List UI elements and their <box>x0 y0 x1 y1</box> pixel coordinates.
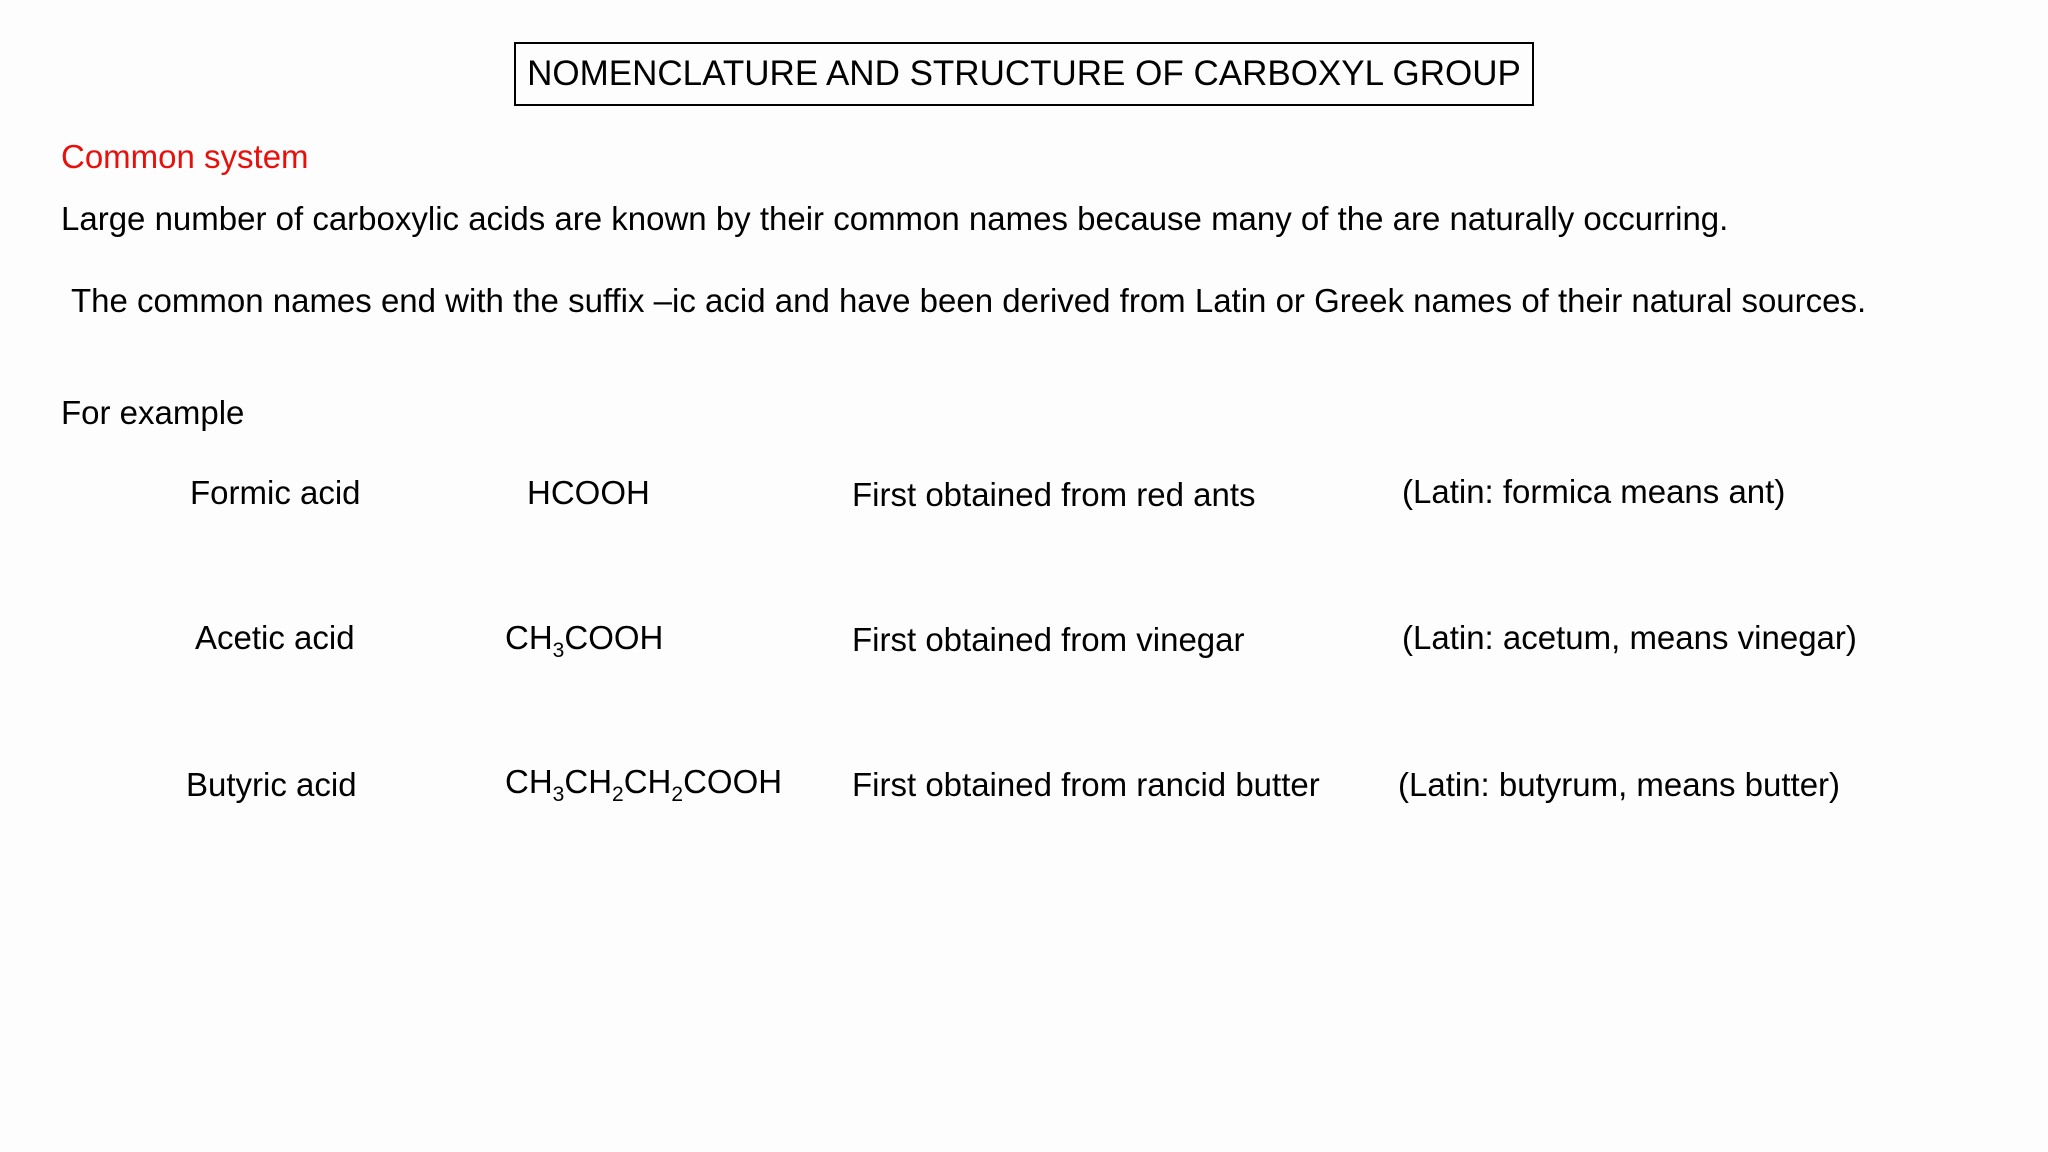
formula-subscript: 3 <box>552 783 565 806</box>
formula-part: CH <box>505 763 553 800</box>
source-formic: First obtained from red ants <box>852 476 1256 513</box>
formula-part: COOH <box>683 763 783 800</box>
formula-part: CH <box>564 763 613 800</box>
formula-acetic <box>505 618 664 662</box>
origin-formic: (Latin: formica means ant) <box>1402 473 1786 510</box>
paragraph-suffix: The common names end with the suffix –ic acid and have been derived from Latin or Greek names of their natural sources. <box>71 282 1867 319</box>
slide-title: NOMENCLATURE AND STRUCTURE OF CARBOXYL GROUP <box>514 42 1534 106</box>
acid-name-acetic: Acetic acid <box>195 619 355 656</box>
formula-part: HCOOH <box>527 474 650 511</box>
formula-part: CH <box>623 763 672 800</box>
acid-name-butyric: Butyric acid <box>186 766 357 803</box>
formula-part: CH <box>505 619 553 656</box>
paragraph-common-names: Large number of carboxylic acids are known by their common names because many of the are naturally occurring. <box>61 200 1729 237</box>
formula-subscript: 2 <box>671 783 684 806</box>
origin-butyric: (Latin: butyrum, means butter) <box>1398 766 1841 803</box>
origin-acetic: (Latin: acetum, means vinegar) <box>1402 619 1857 656</box>
section-heading: Common system <box>61 138 309 175</box>
source-butyric: First obtained from rancid butter <box>852 766 1320 803</box>
formula-part: COOH <box>564 619 664 656</box>
formula-formic <box>527 473 650 513</box>
formula-butyric <box>505 762 783 806</box>
formula-subscript: 3 <box>552 639 565 662</box>
source-acetic: First obtained from vinegar <box>852 621 1245 658</box>
example-label: For example <box>61 394 245 431</box>
acid-name-formic: Formic acid <box>190 474 361 511</box>
formula-subscript: 2 <box>612 783 624 806</box>
